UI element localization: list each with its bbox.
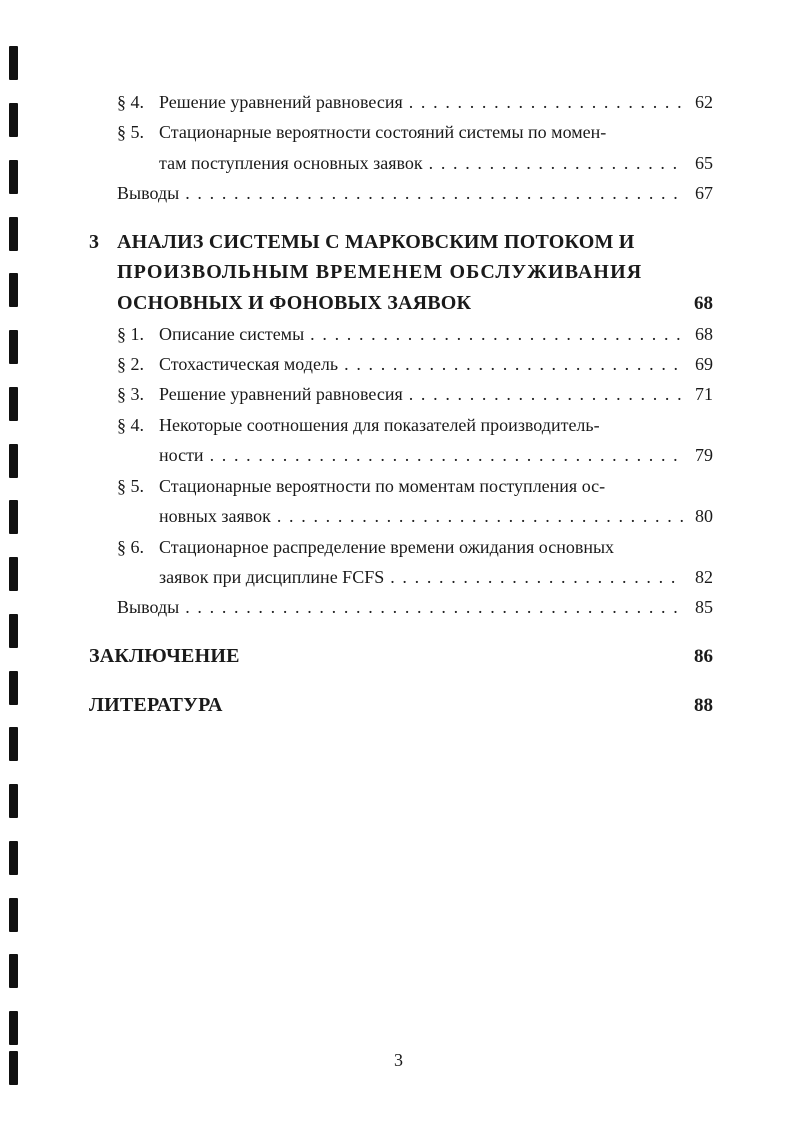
toc-entry[interactable] xyxy=(117,91,713,113)
binding-mark xyxy=(9,46,18,80)
toc-entry-continuation[interactable] xyxy=(159,152,713,174)
page-ref: 62 xyxy=(695,92,713,112)
section-number: § 5. xyxy=(117,476,144,496)
chapter-title-line2[interactable]: ПРОИЗВОЛЬНЫМ ВРЕМЕНЕМ ОБСЛУЖИВАНИЯ xyxy=(117,261,643,283)
page-ref: 71 xyxy=(695,384,713,404)
conclusion-label: ЗАКЛЮЧЕНИЕ xyxy=(89,645,240,667)
section-number: § 4. xyxy=(117,415,144,435)
leader-dots xyxy=(277,505,683,527)
section-title: Некоторые соотношения для показателей производитель- xyxy=(159,415,600,435)
toc-entry-continuation[interactable] xyxy=(159,505,713,527)
toc-conclusion[interactable] xyxy=(89,643,713,669)
toc-entry[interactable] xyxy=(117,323,713,345)
binding-mark xyxy=(9,614,18,648)
toc-entry[interactable] xyxy=(117,121,606,143)
leader-dots xyxy=(344,353,683,375)
chapter-title-line3: ОСНОВНЫХ И ФОНОВЫХ ЗАЯВОК xyxy=(117,292,472,314)
leader-dots xyxy=(185,182,683,204)
toc-entry[interactable] xyxy=(117,414,600,436)
conclusions-label: Выводы xyxy=(117,597,180,617)
leader-dots xyxy=(409,383,683,405)
page-ref: 65 xyxy=(695,153,713,173)
leader-dots xyxy=(429,152,683,174)
page-ref: 88 xyxy=(694,695,713,716)
section-title: Стационарные вероятности состояний системы по момен- xyxy=(159,122,607,142)
leader-dots xyxy=(310,323,683,345)
page-ref: 86 xyxy=(694,646,713,667)
binding-mark xyxy=(9,160,18,194)
binding-mark xyxy=(9,387,18,421)
section-title-continued: заявок при дисциплине FCFS xyxy=(159,567,385,587)
binding-mark xyxy=(9,1011,18,1045)
section-number: § 3. xyxy=(117,384,144,404)
binding-mark xyxy=(9,841,18,875)
section-number: § 5. xyxy=(117,122,144,142)
page-number: 3 xyxy=(394,1050,403,1070)
section-title-continued: новных заявок xyxy=(159,506,271,526)
section-title: Описание системы xyxy=(159,324,305,344)
toc-entry[interactable] xyxy=(117,383,713,405)
page-ref: 68 xyxy=(695,324,713,344)
toc-entry-conclusions[interactable] xyxy=(117,596,713,618)
page-ref: 80 xyxy=(695,506,713,526)
toc-entry[interactable] xyxy=(117,353,713,375)
section-title: Стохастическая модель xyxy=(159,354,339,374)
binding-mark xyxy=(9,330,18,364)
literature-label: ЛИТЕРАТУРА xyxy=(89,694,223,716)
section-title: Стационарное распределение времени ожидания основных xyxy=(159,537,615,557)
binding-mark xyxy=(9,898,18,932)
section-number: § 6. xyxy=(117,537,144,557)
binding-mark xyxy=(9,103,18,137)
toc-entry[interactable] xyxy=(117,536,614,558)
page-ref: 85 xyxy=(695,597,713,617)
section-number: § 2. xyxy=(117,354,144,374)
section-title: Решение уравнений равновесия xyxy=(159,92,403,112)
binding-mark xyxy=(9,954,18,988)
leader-dots xyxy=(409,91,683,113)
page-ref: 82 xyxy=(695,567,713,587)
binding-marks xyxy=(9,0,18,1130)
toc-entry-continuation[interactable] xyxy=(159,566,713,588)
section-title-continued: там поступления основных заявок xyxy=(159,153,423,173)
chapter-title-row[interactable] xyxy=(117,290,713,316)
binding-mark xyxy=(9,727,18,761)
toc-entry-continuation[interactable] xyxy=(159,444,713,466)
page-ref: 79 xyxy=(695,445,713,465)
binding-mark xyxy=(9,273,18,307)
binding-mark xyxy=(9,784,18,818)
binding-mark xyxy=(9,444,18,478)
page-ref: 67 xyxy=(695,183,713,203)
section-title: Стационарные вероятности по моментам поступления ос- xyxy=(159,476,606,496)
section-title: Решение уравнений равновесия xyxy=(159,384,403,404)
binding-mark xyxy=(9,500,18,534)
conclusions-label: Выводы xyxy=(117,183,180,203)
leader-dots xyxy=(210,444,683,466)
toc-entry[interactable] xyxy=(117,475,605,497)
toc-literature[interactable] xyxy=(89,692,713,718)
leader-dots xyxy=(390,566,683,588)
toc-entry-conclusions[interactable] xyxy=(117,182,713,204)
page-ref: 69 xyxy=(695,354,713,374)
chapter-title-line1[interactable]: АНАЛИЗ СИСТЕМЫ С МАРКОВСКИМ ПОТОКОМ И xyxy=(117,231,635,253)
page-ref: 68 xyxy=(694,293,713,314)
section-number: § 1. xyxy=(117,324,144,344)
binding-mark xyxy=(9,557,18,591)
section-number: § 4. xyxy=(117,92,144,112)
section-title-continued: ности xyxy=(159,445,204,465)
binding-mark xyxy=(9,671,18,705)
chapter-number: 3 xyxy=(89,231,100,253)
leader-dots xyxy=(185,596,683,618)
binding-mark xyxy=(9,217,18,251)
